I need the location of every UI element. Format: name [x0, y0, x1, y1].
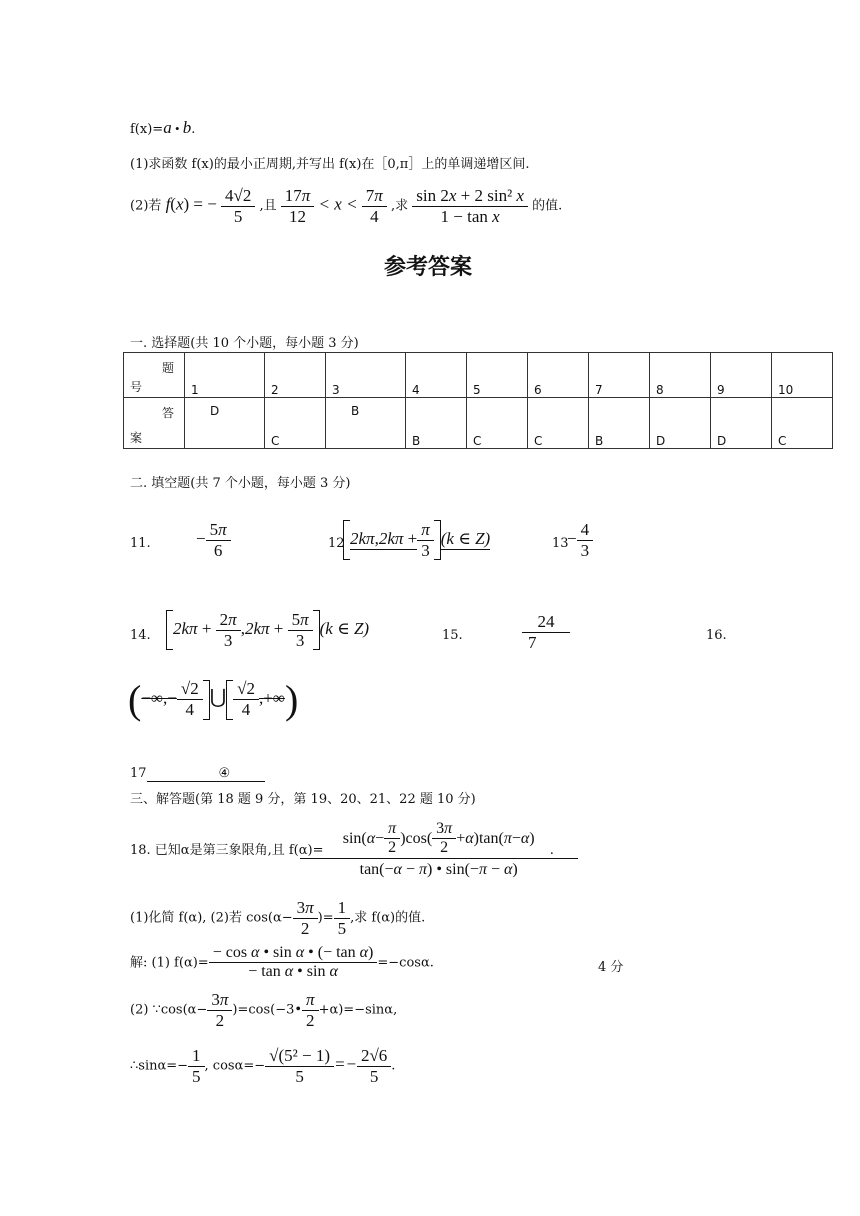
q2-mid2: ,求	[390, 198, 409, 214]
q13-answer: − $\frac{4}{3}$	[567, 520, 593, 560]
q16-answer: (−∞,− $\frac{√2}{4}$ ⋃ $\frac{√2}{4}$ ,+∞)	[128, 677, 299, 722]
q16-label: 16.	[706, 628, 727, 643]
f-def-label: f(x)=	[130, 122, 164, 137]
number-cell: 1	[185, 353, 265, 398]
answer-table	[123, 352, 833, 449]
step3-d: .	[391, 1058, 396, 1074]
q18-parts-c: ,求 f(α)的值.	[350, 910, 426, 926]
q11-label: 11.	[130, 536, 151, 551]
answer-cell: D	[711, 398, 772, 449]
question-1: (1)求函数 f(x)的最小正周期,并写出 f(x)在［0,π］上的单调递增区间.	[130, 157, 530, 172]
number-cell: 5	[467, 353, 528, 398]
step2-b: )=cos(−3•	[232, 1002, 303, 1018]
section2-title: 二. 填空题(共 7 个小题，每小题 3 分)	[130, 476, 351, 491]
solution-step3: ∴sinα=− $\frac{1}{5}$ , cosα=− $\frac{\text{√(5² − 1)}}{5}$ =− $\frac{2√6}{5}$ .	[130, 1046, 396, 1086]
q12-answer: 2kπ,2kπ + $\frac{\pi}{3}$ (k ∈ Z)	[343, 520, 490, 560]
table-row	[124, 353, 833, 398]
q2-prefix: (2)若	[130, 198, 162, 214]
answer-cell: B	[589, 398, 650, 449]
answer-cell: C	[528, 398, 589, 449]
sol-result: =−cosα.	[377, 955, 434, 971]
number-cell: 9	[711, 353, 772, 398]
q11-answer: − $\frac{5\pi}{6}$	[196, 520, 231, 560]
number-cell: 8	[650, 353, 711, 398]
q17-answer: ④	[147, 766, 265, 782]
number-cell: 6	[528, 353, 589, 398]
section3-title: 三、解答题(第 18 题 9 分，第 19、20、21、22 题 10 分)	[130, 792, 476, 807]
q13-label: 13	[552, 536, 569, 551]
answer-cell: D	[185, 398, 265, 449]
q17-line	[130, 766, 265, 782]
number-cell: 3	[326, 353, 406, 398]
answer-cell: D	[650, 398, 711, 449]
q18-parts-b: )=	[317, 910, 334, 926]
section1-title: 一. 选择题(共 10 个小题，每小题 3 分)	[130, 336, 359, 351]
step3-c: =−	[334, 1054, 357, 1074]
q17-label: 17	[130, 766, 147, 781]
score-label: 4 分	[598, 960, 624, 975]
question-18-parts: (1)化简 f(α), (2)若 cos(α− $\frac{3\pi}{2}$ )= $\frac{1}{5}$ ,求 f(α)的值.	[130, 898, 426, 938]
q18-parts-a: (1)化简 f(α), (2)若 cos(α−	[130, 910, 293, 926]
number-cell: 4	[406, 353, 467, 398]
row-label-answer	[124, 398, 185, 449]
sol-prefix: 解: (1) f(α)=	[130, 955, 209, 971]
step3-b: , cosα=−	[204, 1058, 266, 1074]
step2-a: (2) ∵cos(α−	[130, 1002, 208, 1018]
answer-cell: C	[265, 398, 326, 449]
q2-suffix: 的值.	[532, 198, 563, 214]
answer-cell: C	[467, 398, 528, 449]
page-title: 参考答案	[384, 255, 473, 280]
answer-cell: B	[326, 398, 406, 449]
label-top: 题	[162, 361, 175, 375]
number-cell: 7	[589, 353, 650, 398]
number-cell: 10	[772, 353, 833, 398]
q12-label: 12	[328, 536, 345, 551]
q15-answer: $\frac{24}{7}$	[520, 612, 572, 652]
question-2: (2)若 f(x) = − $\frac{4√2}{5}$ ,且 $\frac{17\pi}{12}$ < x < $\frac{7\pi}{4}$ ,求 $\frac{\text{sin 2x + 2 sin² x}}{\text{1 − tan x}}$ 的值.	[130, 186, 563, 226]
question-18: 18. 已知α是第三象限角,且 f(α)= sin( α − $\frac{\pi}{2}$ )cos( $\frac{3\pi}{2}$ + α )tan( π − α ) tan(−α − π) • sin(−π − α) .	[130, 820, 554, 881]
step3-a: ∴sinα=−	[130, 1058, 189, 1074]
row-label-number	[124, 353, 185, 398]
label-bottom: 案	[130, 431, 143, 445]
label-top: 答	[162, 406, 175, 420]
q18-prefix: 18. 已知α是第三象限角,且 f(α)=	[130, 843, 324, 859]
number-cell: 2	[265, 353, 326, 398]
q14-answer: 2kπ + $\frac{2\pi}{3}$ ,2kπ + $\frac{5\pi}{3}$ (k ∈ Z)	[166, 610, 369, 650]
answer-cell: C	[772, 398, 833, 449]
label-bottom: 号	[130, 380, 143, 394]
q14-label: 14.	[130, 628, 151, 643]
answer-cell: B	[406, 398, 467, 449]
solution-step2: (2) ∵cos(α− $\frac{3\pi}{2}$ )=cos(−3• $\frac{\pi}{2}$ +α)=−sinα,	[130, 990, 398, 1030]
step2-c: +α)=−sinα,	[318, 1002, 398, 1018]
solution-step1: 解: (1) f(α)= $\frac{\text{− cos α • sin α • (− tan α)}}{\text{− tan α • sin α}}$ =−cosα.	[130, 944, 434, 981]
table-row	[124, 398, 833, 449]
q2-mid1: ,且	[259, 198, 277, 214]
q15-label: 15.	[442, 628, 463, 643]
f-definition-line: f(x)=a • b.	[130, 118, 196, 137]
